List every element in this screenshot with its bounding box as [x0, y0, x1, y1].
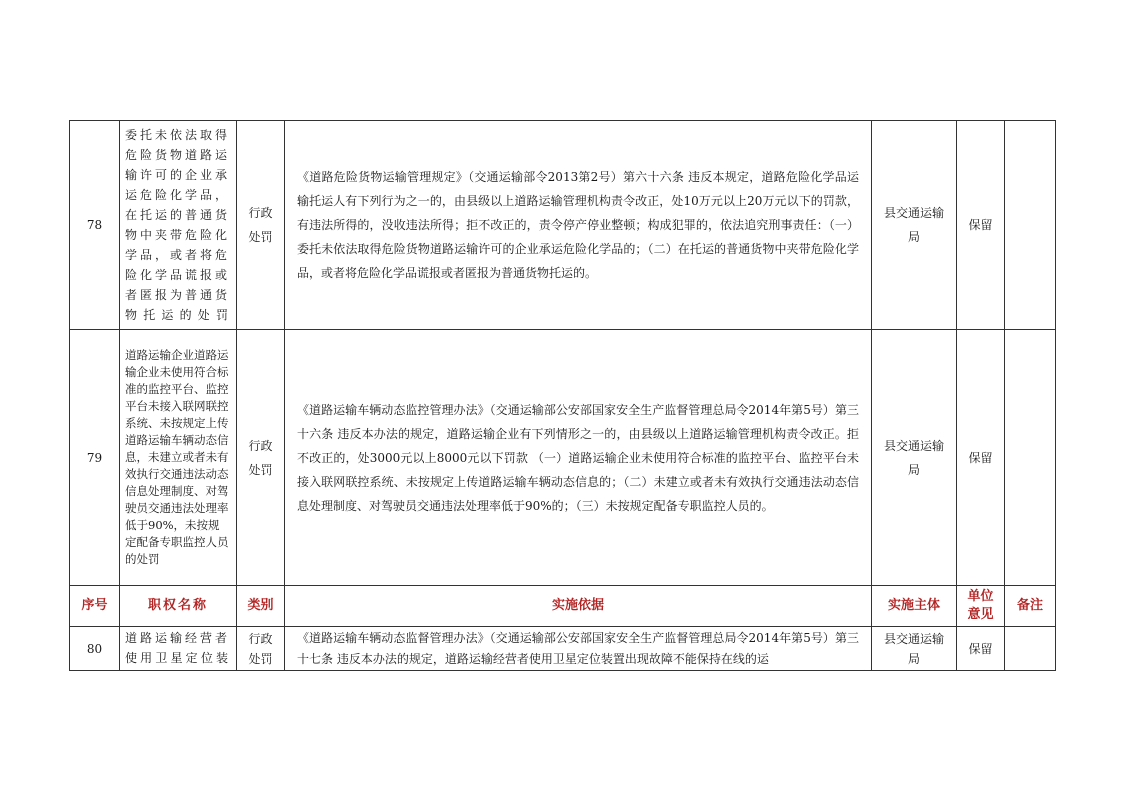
header-remark: 备注 — [1005, 586, 1056, 627]
row-number: 78 — [70, 121, 120, 330]
row-number: 79 — [70, 330, 120, 586]
implementing-body — [872, 330, 957, 586]
remark-cell — [1005, 330, 1056, 586]
implementing-body — [872, 627, 957, 671]
category-text: 行政 处罚 — [248, 438, 273, 477]
authority-name-text: 道路运输企业道路运输企业未使用符合标准的监控平台、监控平台未接入联网联控系统、未按规定上传道路运输车辆动态信息，未建立或者未有效执行交通违法动态信息处理制度、对驾驶员交通违法处理率低于90%，未按规定配备专职监控人员的处罚 — [125, 348, 229, 566]
header-name: 职权名称 — [120, 586, 237, 627]
unit-opinion: 保留 — [957, 627, 1005, 671]
table-row — [70, 121, 1056, 330]
implementing-body-text: 县交通运输 局 — [883, 206, 944, 244]
legal-basis: 《道路运输车辆动态监督管理办法》（交通运输部公安部国家安全生产监督管理总局令2014年第5号）第三十七条 违反本办法的规定，道路运输经营者使用卫星定位装置出现故障不能保持在线的运 — [297, 630, 859, 666]
row-number: 80 — [70, 627, 120, 671]
unit-opinion: 保留 — [957, 330, 1005, 586]
legal-basis: 《道路危险货物运输管理规定》（交通运输部令2013第2号）第六十六条 违反本规定，道路危险化学品运输托运人有下列行为之一的，由县级以上道路运输管理机构责令改正，处10万元以上20万元以下的罚款，有违法所得的，没收违法所得；拒不改正的，责令停产停业整顿；构成犯罪的，依法追究刑事责任：（一）委托未依法取得危险货物道路运输许可的企业承运危险化学品的；（二）在托运的普通货物中夹带危险化学品，或者将危险化学品谎报或者匿报为普通货物托运的。 — [285, 121, 872, 330]
category-text: 行政 处罚 — [248, 206, 273, 244]
table-header-row — [70, 586, 1056, 627]
legal-basis: 《道路运输车辆动态监控管理办法》（交通运输部公安部国家安全生产监督管理总局令2014年第5号）第三十六条 违反本办法的规定，道路运输企业有下列情形之一的，由县级以上道路运输管理机构责令改正。拒不改正的，处3000元以上8000元以下罚款 （一）道路运输企业未使用符合标准的监控平台、监控平台未接入联网联控系统、未按规定上传道路运输车辆动态信息的；（二）未建立或者未有效执行交通违法动态信息处理制度、对驾驶员交通违法处理率低于90%的；（三）未按规定配备专职监控人员的。 — [285, 330, 872, 586]
legal-basis-cell — [285, 627, 872, 671]
authority-name-text: 委托未依法取得危险货物道路运输许可的企业承运危险化学品，在托运的普通货物中夹带危险化学品，或者将危险化学品谎报或者匿报为普通货物托运的处罚 — [125, 128, 231, 322]
category-cell — [237, 121, 285, 330]
unit-opinion: 保留 — [957, 121, 1005, 330]
authority-name — [120, 121, 237, 330]
authority-name — [120, 330, 237, 586]
authority-table — [69, 120, 1056, 671]
header-subject: 实施主体 — [872, 586, 957, 627]
header-opinion — [957, 586, 1005, 627]
category-cell — [237, 627, 285, 671]
header-opinion-text: 单位 意见 — [967, 589, 994, 622]
remark-cell — [1005, 627, 1056, 671]
authority-name — [120, 627, 237, 671]
implementing-body-text: 县交通运输 局 — [883, 631, 944, 666]
header-type: 类别 — [237, 586, 285, 627]
table-row — [70, 627, 1056, 671]
implementing-body-text: 县交通运输 局 — [883, 438, 944, 477]
authority-name-text: 道路运输经营者使用卫星定位装 — [125, 630, 231, 665]
table-row — [70, 330, 1056, 586]
category-cell — [237, 330, 285, 586]
header-basis: 实施依据 — [285, 586, 872, 627]
category-text: 行政 处罚 — [248, 631, 273, 666]
header-no: 序号 — [70, 586, 120, 627]
implementing-body — [872, 121, 957, 330]
remark-cell — [1005, 121, 1056, 330]
